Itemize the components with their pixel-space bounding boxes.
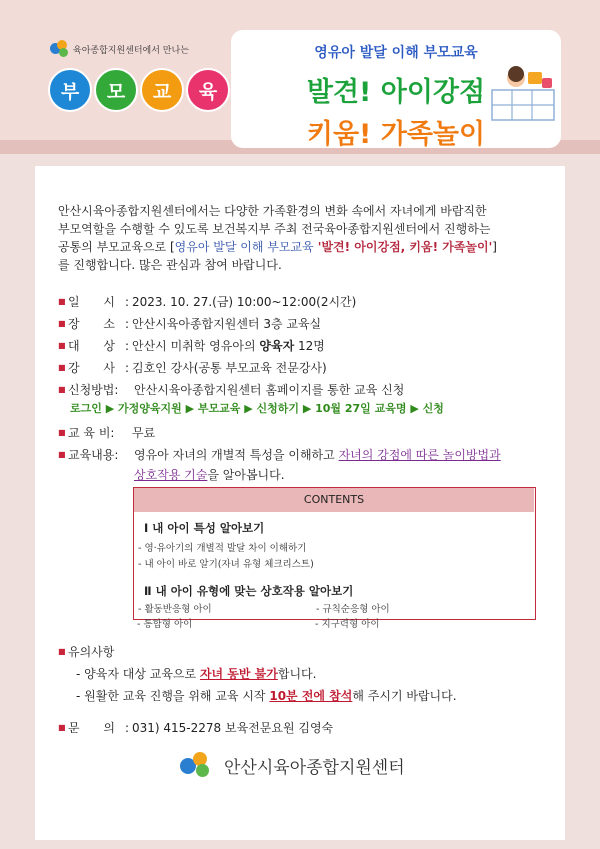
- intro-line-3-post: ]: [492, 240, 497, 254]
- contact-value: 031) 415-2278 보육전문요원 김영숙: [132, 721, 334, 735]
- date-label: 일 시:: [68, 295, 140, 309]
- org-line-text: 육아종합지원센터에서 만나는: [73, 45, 189, 56]
- bullet-icon: ■: [58, 385, 66, 394]
- contents-section-2: Ⅱ 내 아이 유형에 맞는 상호작용 알아보기: [144, 584, 354, 598]
- content-highlight-2: 상호작용 기술: [134, 468, 208, 482]
- content-post: 을 알아봅니다.: [207, 468, 285, 482]
- note-2-highlight: 10분 전에 참석: [269, 689, 353, 703]
- note-2: [76, 687, 457, 704]
- contents-item: - 영·유아기의 개별적 발달 차이 이해하기: [138, 543, 307, 554]
- place-label: 장 소:: [68, 317, 140, 331]
- intro-line-2: 부모역할을 수행할 수 있도록 보건복지부 주최 전국육아종합지원센터에서 진행하는: [58, 222, 491, 236]
- badge-3: 교: [140, 68, 184, 112]
- intro-line-3: [58, 238, 545, 256]
- contents-item: - 지구력형 아이: [315, 619, 380, 630]
- bullet-icon: ■: [58, 450, 66, 459]
- detail-target: [58, 337, 325, 354]
- badge-2: 모: [94, 68, 138, 112]
- apply-path: 로그인 ▶ 가정양육지원 ▶ 부모교육 ▶ 신청하기 ▶ 10월 27일 교육명 ▶ 신청: [70, 402, 444, 415]
- fee-value: 무료: [132, 426, 156, 440]
- target-post: 12명: [298, 339, 325, 353]
- bullet-icon: ■: [58, 341, 66, 350]
- intro-paragraph: [58, 202, 545, 274]
- notes-label: 유의사항: [68, 645, 115, 659]
- content-highlight-1: 자녀의 강점에 따른 놀이방법과: [338, 448, 501, 462]
- intro-line-1: 안산시육아종합지원센터에서는 다양한 가족환경의 변화 속에서 자녀에게 바람직한: [58, 204, 487, 218]
- content-pre: 영유아 자녀의 개별적 특성을 이해하고: [134, 448, 335, 462]
- footer: [178, 752, 405, 778]
- org-line: [48, 40, 189, 58]
- apply-value: 안산시육아종합지원센터 홈페이지를 통한 교육 신청: [134, 383, 405, 397]
- notes-heading: [58, 643, 114, 660]
- bullet-icon: ■: [58, 428, 66, 437]
- note-1-pre: - 양육자 대상 교육으로: [76, 667, 197, 681]
- note-1-highlight: 자녀 동반 불가: [199, 667, 278, 681]
- lecturer-label: 강 사:: [68, 361, 140, 375]
- detail-date: [58, 293, 356, 310]
- detail-apply: [58, 381, 404, 398]
- target-bold: 양육자: [259, 339, 295, 353]
- detail-fee: [58, 424, 155, 441]
- contents-item: - 규칙순응형 아이: [316, 604, 390, 615]
- note-2-pre: - 원활한 교육 진행을 위해 교육 시작: [76, 689, 266, 703]
- contact-label: 문 의:: [68, 721, 140, 735]
- bullet-icon: ■: [58, 319, 66, 328]
- contents-box: [133, 487, 536, 620]
- subtitle: 영유아 발달 이해 부모교육: [314, 45, 478, 61]
- detail-content: [58, 446, 501, 463]
- parent-education-badges: [48, 68, 230, 112]
- detail-content-cont: [134, 466, 285, 483]
- note-1-post: 합니다.: [277, 667, 317, 681]
- badge-1: 부: [48, 68, 92, 112]
- intro-line-4: 를 진행합니다. 많은 관심과 참여 바랍니다.: [58, 258, 282, 272]
- intro-program-name: 영유아 발달 이해 부모교육: [174, 240, 314, 254]
- contents-heading: CONTENTS: [134, 488, 534, 512]
- title-line-1: 발견! 아이강점: [306, 77, 486, 108]
- footer-org-name: 안산시육아종합지원센터: [224, 757, 405, 778]
- content-label: 교육내용:: [68, 448, 119, 462]
- bullet-icon: ■: [58, 363, 66, 372]
- place-value: 안산시육아종합지원센터 3층 교육실: [132, 317, 322, 331]
- contents-item: - 통합형 아이: [137, 619, 193, 630]
- bullet-icon: ■: [58, 723, 66, 732]
- lecturer-value: 김호인 강사(공통 부모교육 전문강사): [132, 361, 327, 375]
- contents-item: - 내 아이 바로 알기(자녀 유형 체크리스트): [138, 559, 314, 570]
- toy-illustration-icon: [486, 64, 560, 124]
- intro-line-3-pre: 공통의 부모교육으로 [: [58, 240, 175, 254]
- target-label: 대 상:: [68, 339, 140, 353]
- intro-program-title: '발견! 아이강점, 키움! 가족놀이': [313, 240, 493, 254]
- apply-label: 신청방법:: [68, 383, 119, 397]
- center-logo-icon: [178, 752, 218, 778]
- note-2-post: 해 주시기 바랍니다.: [352, 689, 457, 703]
- target-pre: 안산시 미취학 영유아의: [132, 339, 256, 353]
- contact-row: [58, 719, 333, 736]
- title-line-2: 키움! 가족놀이: [306, 119, 486, 150]
- center-logo-icon: [48, 40, 70, 58]
- detail-lecturer: [58, 359, 327, 376]
- bullet-icon: ■: [58, 647, 66, 656]
- contents-section-1: Ⅰ 내 아이 특성 알아보기: [144, 521, 265, 535]
- contents-item: - 활동반응형 아이: [138, 604, 212, 615]
- badge-4: 육: [186, 68, 230, 112]
- date-value: 2023. 10. 27.(금) 10:00~12:00(2시간): [132, 295, 357, 309]
- bullet-icon: ■: [58, 297, 66, 306]
- note-1: [76, 665, 316, 682]
- detail-place: [58, 315, 321, 332]
- fee-label: 교 육 비:: [68, 426, 115, 440]
